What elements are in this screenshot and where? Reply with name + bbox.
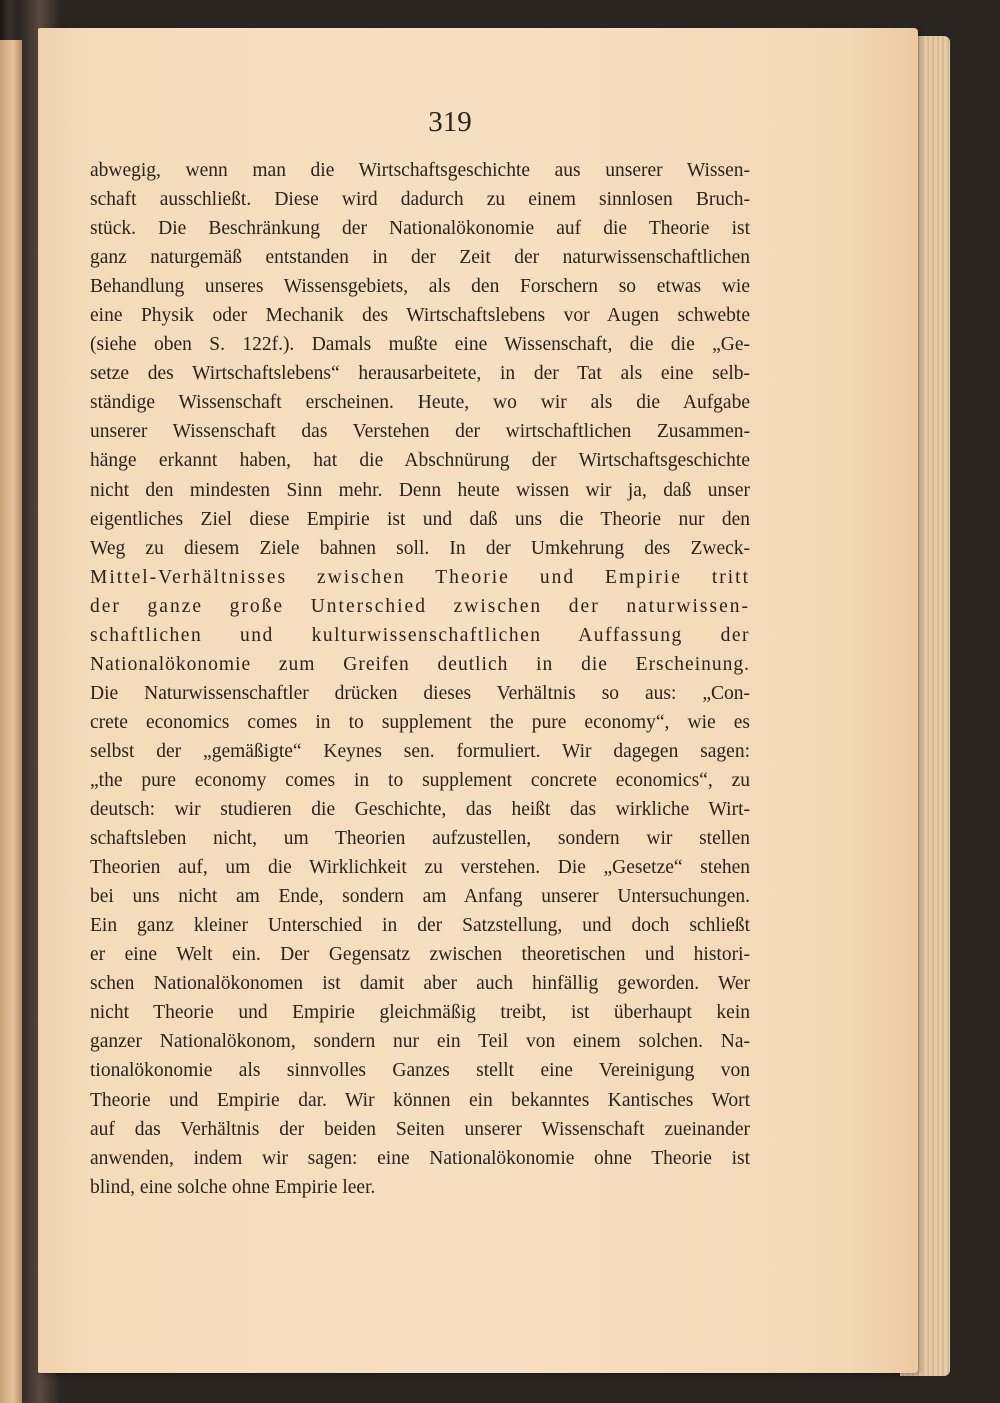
text-line: crete economics comes in to supplement the pure economy“, wie es bbox=[90, 711, 750, 733]
text-line: schaft ausschließt. Diese wird dadurch zu einem sinnlosen Bruch- bbox=[90, 189, 750, 211]
text-line: schaftlichen und kulturwissenschaftlichen Auffassung der bbox=[90, 624, 750, 646]
text-line: Theorie und Empirie dar. Wir können ein bekanntes Kantisches Wort bbox=[90, 1089, 750, 1111]
text-line: Weg zu diesem Ziele bahnen soll. In der Umkehrung des Zweck- bbox=[90, 537, 750, 559]
text-line: stück. Die Beschränkung der Nationalökonomie auf die Theorie ist bbox=[90, 218, 750, 240]
text-line: ständige Wissenschaft erscheinen. Heute, wo wir als die Aufgabe bbox=[90, 392, 750, 414]
text-line: Theorien auf, um die Wirklichkeit zu verstehen. Die „Gesetze“ stehen bbox=[90, 857, 750, 879]
text-line: schen Nationalökonomen ist damit aber auch hinfällig geworden. Wer bbox=[90, 973, 750, 995]
text-line: Mittel-Verhältnisses zwischen Theorie und Empirie tritt bbox=[90, 566, 750, 588]
text-line: schaftsleben nicht, um Theorien aufzustellen, sondern wir stellen bbox=[90, 828, 750, 850]
text-line: eigentliches Ziel diese Empirie ist und daß uns die Theorie nur den bbox=[90, 508, 750, 530]
text-line: er eine Welt ein. Der Gegensatz zwischen theoretischen und histori- bbox=[90, 944, 750, 966]
previous-page-edge bbox=[0, 40, 22, 1403]
text-line: nicht den mindesten Sinn mehr. Denn heute wissen wir ja, daß unser bbox=[90, 479, 750, 501]
text-line: Behandlung unseres Wissensgebiets, als den Forschern so etwas wie bbox=[90, 276, 750, 298]
text-line: hänge erkannt haben, hat die Abschnürung der Wirtschaftsgeschichte bbox=[90, 450, 750, 472]
text-line: tionalökonomie als sinnvolles Ganzes stellt eine Vereinigung von bbox=[90, 1060, 750, 1082]
body-text bbox=[90, 156, 750, 1202]
text-line: ganz naturgemäß entstanden in der Zeit der naturwissenschaftlichen bbox=[90, 247, 750, 269]
page-number: 319 bbox=[428, 106, 472, 138]
text-line: der ganze große Unterschied zwischen der naturwissen- bbox=[90, 595, 750, 617]
text-line: „the pure economy comes in to supplement concrete economics“, zu bbox=[90, 769, 750, 791]
text-line: nicht Theorie und Empirie gleichmäßig treibt, ist überhaupt kein bbox=[90, 1002, 750, 1024]
text-line: blind, eine solche ohne Empirie leer. bbox=[90, 1176, 376, 1198]
text-line: setze des Wirtschaftslebens“ herausarbeitete, in der Tat als eine selb- bbox=[90, 363, 750, 385]
text-line: (siehe oben S. 122f.). Damals mußte eine Wissenschaft, die die „Ge- bbox=[90, 334, 750, 356]
text-line: selbst der „gemäßigte“ Keynes sen. formuliert. Wir dagegen sagen: bbox=[90, 740, 750, 762]
text-line: Ein ganz kleiner Unterschied in der Satzstellung, und doch schließt bbox=[90, 915, 750, 937]
text-line: Nationalökonomie zum Greifen deutlich in die Erscheinung. bbox=[90, 653, 750, 675]
text-line: ganzer Nationalökonom, sondern nur ein Teil von einem solchen. Na- bbox=[90, 1031, 750, 1053]
text-line: anwenden, indem wir sagen: eine Nationalökonomie ohne Theorie ist bbox=[90, 1147, 750, 1169]
text-line: bei uns nicht am Ende, sondern am Anfang unserer Untersuchungen. bbox=[90, 886, 750, 908]
text-line: eine Physik oder Mechanik des Wirtschaftslebens vor Augen schwebte bbox=[90, 305, 750, 327]
text-line: auf das Verhältnis der beiden Seiten unserer Wissenschaft zueinander bbox=[90, 1118, 750, 1140]
text-line: Die Naturwissenschaftler drücken dieses Verhältnis so aus: „Con- bbox=[90, 682, 750, 704]
book-page bbox=[38, 28, 918, 1373]
text-line: unserer Wissenschaft das Verstehen der wirtschaftlichen Zusammen- bbox=[90, 421, 750, 443]
text-line: abwegig, wenn man die Wirtschaftsgeschichte aus unserer Wissen- bbox=[90, 160, 750, 181]
text-line: deutsch: wir studieren die Geschichte, das heißt das wirkliche Wirt- bbox=[90, 799, 750, 821]
